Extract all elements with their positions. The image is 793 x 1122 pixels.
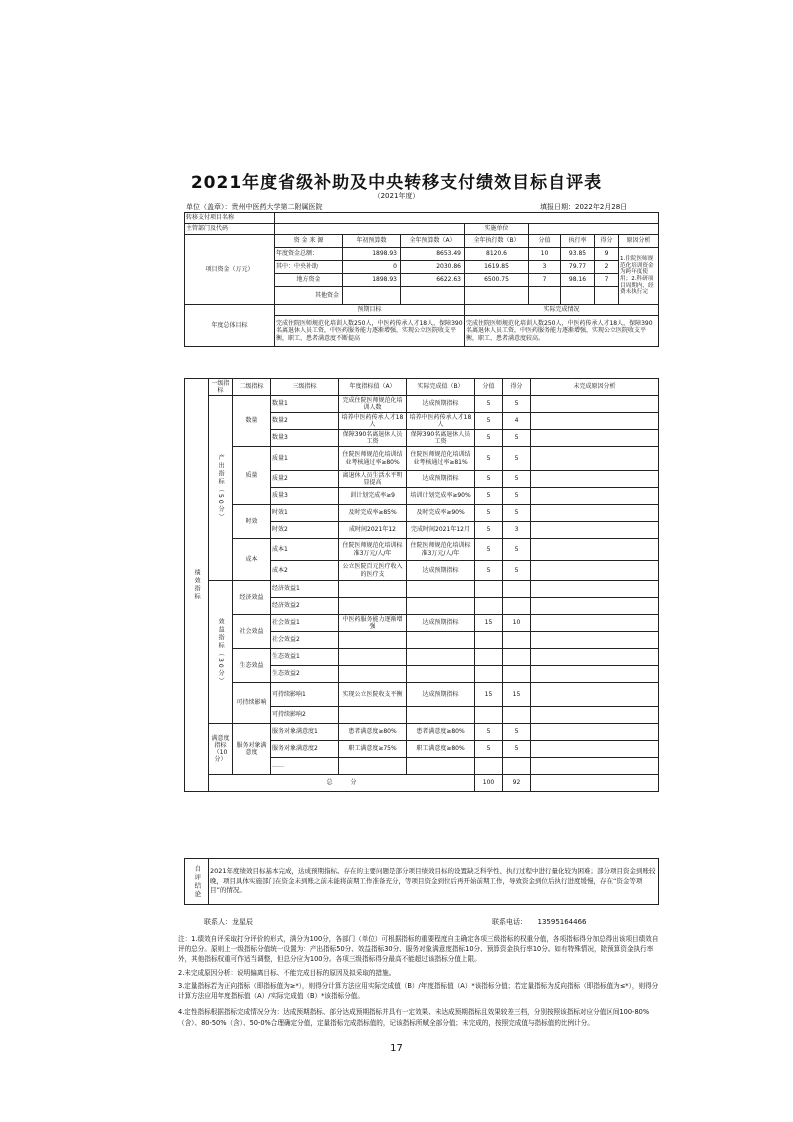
funds-cell: 7	[595, 274, 619, 287]
indicator-header: 二级指标	[233, 379, 271, 396]
note-3: 3.定量指标若为正向指标（即指标值为≥*），则得分计算方法应用实际完成值（B）/年度指标值（A）*该指标分值；若定量指标为反向指标（即指标值为≤*），则得分计算方法应用年度指标值（A）/实际完成值（B）*该指标分值。	[178, 981, 659, 1001]
impl-value	[529, 224, 659, 235]
indicator-target: 住院医师规范化培训标准3万元/人/年	[339, 539, 407, 561]
overall-label: 年度总体目标	[185, 305, 275, 347]
indicator-reason	[531, 522, 659, 539]
self-eval-text: 2021年度绩效目标基本完成，达成预期指标。存在的主要问题是部分项目绩效目标的设置缺乏科学性、执行过程中进行量化较为困难；部分项目资金到账较晚，项目具体实施部门在资金未到账之前未能将前期工作准备充分，等项目资金到位后再开始前期工作，导致资金到位后执行进度缓慢，存在“资金等项目”的情况。	[209, 859, 659, 905]
self-eval-table	[184, 858, 659, 905]
funds-cell: 8653.49	[401, 248, 465, 261]
indicator-reason	[531, 741, 659, 758]
indicator-actual: 达成预期指标	[407, 561, 475, 581]
funds-source: 年度资金总额：	[275, 248, 343, 261]
benefit-label: 效益指标（30分）	[209, 581, 233, 724]
indicator-score: 5	[475, 447, 503, 471]
funds-cell	[529, 287, 561, 305]
funds-source: 其中：中央补助	[275, 261, 343, 274]
funds-header: 年初预算数	[343, 235, 401, 248]
indicator-reason	[531, 413, 659, 430]
funds-header: 资 金 来 源	[275, 235, 343, 248]
fill-date: 填报日期：2022年2月28日	[540, 203, 628, 211]
funds-source: 其他资金	[275, 287, 343, 305]
page-subtitle: （2021年度）	[373, 192, 420, 200]
indicator-target: 职工满意度≥75%	[339, 741, 407, 758]
indicator-got: 5	[503, 539, 531, 561]
indicator-name: 生态效益2	[271, 666, 339, 683]
cat-quality: 质量	[233, 447, 271, 505]
indicator-actual: 达成预期指标	[407, 683, 475, 707]
indicator-reason	[531, 598, 659, 615]
overall-plan: 完成住院医师规范化培训人数250人，中医药传承人才18人，保障390名离退休人员工资，中医药服务能力逐渐增强，实现公立医院收支平衡，职工、患者满意度不断提高	[275, 316, 465, 347]
dept-value	[275, 224, 465, 235]
overall-actual: 完成住院医师规范化培训人数250人，中医药传承人才18人，保障390名离退休人员工资，中医药服务能力逐渐增强，实现公立医院收支平衡，职工、患者满意度较高。	[465, 316, 659, 347]
note-2: 2.未完成原因分析：说明偏离目标、不能完成目标的原因及拟采取的措施。	[178, 968, 396, 977]
indicator-name: 成本1	[271, 539, 339, 561]
funds-cell: 79.77	[561, 261, 595, 274]
indicator-got: 15	[503, 683, 531, 707]
indicator-header: 三级指标	[271, 379, 339, 396]
indicator-score: 5	[475, 539, 503, 561]
indicator-name: 质量3	[271, 488, 339, 505]
indicator-got: 10	[503, 615, 531, 632]
indicator-name: 成本2	[271, 561, 339, 581]
indicator-actual: 完成时间2021年12月	[407, 522, 475, 539]
indicator-name: 质量1	[271, 447, 339, 471]
indicator-target: 离退休人员生活水平明显提高	[339, 471, 407, 488]
impl-label: 实施单位	[465, 224, 529, 235]
funds-cell: 1898.93	[343, 274, 401, 287]
indicator-got: 5	[503, 430, 531, 447]
indicator-score	[475, 649, 503, 666]
indicator-target	[339, 598, 407, 615]
indicators-table	[184, 378, 659, 792]
funds-cell: 6500.75	[465, 274, 529, 287]
total-score: 100	[475, 775, 503, 792]
indicator-name: 数量1	[271, 396, 339, 413]
indicator-score: 5	[475, 522, 503, 539]
indicator-score: 5	[475, 724, 503, 741]
contact-person: 联系人：龙星辰	[204, 918, 253, 926]
indicator-score	[475, 758, 503, 775]
indicator-target: 患者满意度≥80%	[339, 724, 407, 741]
contact-phone: 联系电话： 13595164466	[492, 918, 587, 926]
funds-reason: 1.住院医师规范化培训资金为跨年度使用；2.科研项目周期内，经费未执行完	[619, 248, 659, 305]
funds-cell: 9	[595, 248, 619, 261]
satisfaction-label: 满意度指标（10分）	[209, 724, 233, 775]
indicator-score	[475, 666, 503, 683]
indicator-target	[339, 707, 407, 724]
indicator-got	[503, 649, 531, 666]
indicator-header: 分值	[475, 379, 503, 396]
indicator-actual: 住院医师规范化培训结业考核通过率≥81%	[407, 447, 475, 471]
indicator-score: 5	[475, 471, 503, 488]
indicator-actual	[407, 632, 475, 649]
indicator-name: 经济效益1	[271, 581, 339, 598]
funds-label: 项目资金（万元）	[185, 235, 275, 305]
indicator-name: 服务对象满意度1	[271, 724, 339, 741]
indicator-reason	[531, 683, 659, 707]
indicator-got: 5	[503, 724, 531, 741]
funds-header: 分值	[529, 235, 561, 248]
indicator-target: 保障390名离退休人员工资	[339, 430, 407, 447]
indicator-got	[503, 707, 531, 724]
funds-cell	[343, 287, 401, 305]
indicator-target: 及时完成率≥85%	[339, 505, 407, 522]
notes	[178, 934, 660, 1028]
indicator-score: 5	[475, 430, 503, 447]
indicator-got: 5	[503, 488, 531, 505]
indicator-header: 实际完成值（B）	[407, 379, 475, 396]
funds-cell	[465, 287, 529, 305]
indicator-actual: 培养中医药传承人才18人	[407, 413, 475, 430]
indicator-reason	[531, 471, 659, 488]
project-name-label: 转移支付项目名称	[185, 213, 275, 224]
indicator-actual: 保障390名离退休人员工资	[407, 430, 475, 447]
indicator-reason	[531, 615, 659, 632]
indicator-score: 15	[475, 615, 503, 632]
indicator-reason	[531, 488, 659, 505]
indicator-score	[475, 707, 503, 724]
indicator-target: 中医药服务能力逐渐增强	[339, 615, 407, 632]
indicator-target	[339, 632, 407, 649]
indicator-target: 完成住院医师规范化培训人数	[339, 396, 407, 413]
indicator-actual	[407, 758, 475, 775]
indicator-target: 训计划完成率≥9	[339, 488, 407, 505]
indicator-score: 5	[475, 396, 503, 413]
indicator-score: 5	[475, 488, 503, 505]
cat-quantity: 数量	[233, 396, 271, 447]
note-4: 4.定性指标根据指标完成情况分为：达成预期指标、部分达成预期指标并具有一定效果、未达成预期指标且效果较差三档，分别按照该指标对应分值区间100-80%（含）、80-50%（含）、50-0%合理确定分值，定量指标完成指标值的，记该指标所赋全部分值；未完成的，按照完成值与指标值的比例计分。	[178, 1008, 650, 1027]
indicator-header: 年度指标值（A）	[339, 379, 407, 396]
indicator-target: 住院医师规范化培训结业考核通过率≥80%	[339, 447, 407, 471]
indicator-got	[503, 758, 531, 775]
indicator-actual: 培训计划完成率≥90%	[407, 488, 475, 505]
output-label: 产出指标（50分）	[209, 396, 233, 581]
indicator-name: 可持续影响1	[271, 683, 339, 707]
project-info-table	[184, 212, 659, 347]
indicator-reason	[531, 649, 659, 666]
indicator-actual: 及时完成率≥90%	[407, 505, 475, 522]
indicator-name: 时效1	[271, 505, 339, 522]
funds-cell: 1898.93	[343, 248, 401, 261]
indicator-reason	[531, 581, 659, 598]
indicator-actual: 达成预期指标	[407, 471, 475, 488]
indicator-got: 5	[503, 396, 531, 413]
indicator-reason	[531, 632, 659, 649]
funds-cell: 7	[529, 274, 561, 287]
indicator-reason	[531, 707, 659, 724]
project-name-value	[275, 213, 659, 224]
indicator-got	[503, 632, 531, 649]
funds-cell	[595, 287, 619, 305]
cat-time: 时效	[233, 505, 271, 539]
indicator-target	[339, 758, 407, 775]
indicator-target: 培养中医药传承人才18人	[339, 413, 407, 430]
indicator-score	[475, 632, 503, 649]
indicator-reason	[531, 430, 659, 447]
indicator-score: 5	[475, 413, 503, 430]
cat-service: 服务对象满意度	[233, 724, 271, 775]
cat-cost: 成本	[233, 539, 271, 581]
indicator-target	[339, 666, 407, 683]
indicator-name: ……	[271, 758, 339, 775]
indicator-target: 实现公立医院收支平衡	[339, 683, 407, 707]
indicator-got: 5	[503, 505, 531, 522]
funds-header: 执行率	[561, 235, 595, 248]
indicator-got	[503, 598, 531, 615]
funds-header: 全年执行数（B）	[465, 235, 529, 248]
indicator-header: 未完成原因分析	[531, 379, 659, 396]
indicator-reason	[531, 539, 659, 561]
indicator-target	[339, 649, 407, 666]
indicator-name: 质量2	[271, 471, 339, 488]
indicator-name: 数量2	[271, 413, 339, 430]
funds-cell	[401, 287, 465, 305]
funds-header: 原因分析	[619, 235, 659, 248]
indicator-name: 数量3	[271, 430, 339, 447]
funds-cell: 98.16	[561, 274, 595, 287]
indicator-name: 社会效益2	[271, 632, 339, 649]
indicator-actual	[407, 649, 475, 666]
unit-label: 单位（盖章）：贵州中医药大学第二附属医院	[186, 203, 323, 211]
total-label: 总 分	[209, 775, 475, 792]
indicator-actual: 职工满意度≥80%	[407, 741, 475, 758]
self-eval-label: 自评结论	[185, 859, 209, 905]
indicator-got: 5	[503, 741, 531, 758]
cat-sustain: 可持续影响	[233, 683, 271, 724]
indicator-reason	[531, 396, 659, 413]
indicator-got: 5	[503, 561, 531, 581]
indicator-got: 3	[503, 522, 531, 539]
indicator-name: 服务对象满意度2	[271, 741, 339, 758]
funds-cell	[561, 287, 595, 305]
indicator-reason	[531, 666, 659, 683]
indicator-actual	[407, 598, 475, 615]
page-number: 17	[390, 1043, 403, 1054]
funds-cell: 2030.86	[401, 261, 465, 274]
indicator-target: 公立医院百元医疗收入的医疗支	[339, 561, 407, 581]
funds-header: 全年预算数（A）	[401, 235, 465, 248]
indicator-reason	[531, 758, 659, 775]
indicator-score: 15	[475, 683, 503, 707]
indicator-reason	[531, 447, 659, 471]
total-reason	[531, 775, 659, 792]
funds-cell: 10	[529, 248, 561, 261]
funds-cell: 2	[595, 261, 619, 274]
funds-source: 地方资金	[275, 274, 343, 287]
indicator-score	[475, 598, 503, 615]
indicator-got	[503, 666, 531, 683]
indicator-actual	[407, 707, 475, 724]
funds-cell: 1619.85	[465, 261, 529, 274]
indicator-actual	[407, 666, 475, 683]
overall-plan-header: 预期目标	[275, 305, 465, 316]
indicator-actual: 患者满意度≥80%	[407, 724, 475, 741]
indicator-reason	[531, 505, 659, 522]
overall-actual-header: 实际完成情况	[465, 305, 659, 316]
indicator-name: 社会效益1	[271, 615, 339, 632]
funds-cell: 3	[529, 261, 561, 274]
funds-cell: 93.85	[561, 248, 595, 261]
indicator-target: 成时间2021年12	[339, 522, 407, 539]
indicator-actual: 达成预期指标	[407, 615, 475, 632]
indicator-got: 5	[503, 471, 531, 488]
indicator-score: 5	[475, 505, 503, 522]
funds-cell: 8120.6	[465, 248, 529, 261]
indicator-name: 生态效益1	[271, 649, 339, 666]
cat-social: 社会效益	[233, 615, 271, 649]
indicator-score: 5	[475, 741, 503, 758]
indicator-actual	[407, 581, 475, 598]
indicator-name: 经济效益2	[271, 598, 339, 615]
indicator-got	[503, 581, 531, 598]
total-got: 92	[503, 775, 531, 792]
funds-cell: 0	[343, 261, 401, 274]
indicator-header: 一级指标	[209, 379, 233, 396]
indicator-score	[475, 581, 503, 598]
dept-label: 主管部门及代码	[185, 224, 275, 235]
cat-eco: 生态效益	[233, 649, 271, 683]
indicator-name: 可持续影响2	[271, 707, 339, 724]
indicator-got: 4	[503, 413, 531, 430]
page-title: 2021年度省级补助及中央转移支付绩效目标自评表	[190, 173, 603, 193]
indicator-name: 时效2	[271, 522, 339, 539]
indicator-actual: 住院医师规范化培训标准3万元/人/年	[407, 539, 475, 561]
cat-economic: 经济效益	[233, 581, 271, 615]
indicator-got: 5	[503, 447, 531, 471]
indicator-reason	[531, 724, 659, 741]
indicator-reason	[531, 561, 659, 581]
indicator-score: 5	[475, 561, 503, 581]
indicator-header: 得分	[503, 379, 531, 396]
note-1: 注：1.绩效自评采取打分评价的形式，满分为100分，各部门（单位）可根据指标的重要程度自主确定各项三级指标的权重分值，各项指标得分加总得出该项目绩效自评的总分。原则上一级指标分值统一设置为：产出指标50分、效益指标30分、服务对象满意度指标10分、预算资金执行率10分。如有特殊情况，除预算资金执行率外，其他指标权重可作适当调整，但总分应为100分。各项三级指标得分最高不能超过该指标分值上限。	[178, 935, 659, 964]
indicator-actual: 达成预期指标	[407, 396, 475, 413]
funds-cell: 6622.63	[401, 274, 465, 287]
section-label: 绩效指标	[185, 379, 209, 792]
indicator-target	[339, 581, 407, 598]
funds-header: 得分	[595, 235, 619, 248]
